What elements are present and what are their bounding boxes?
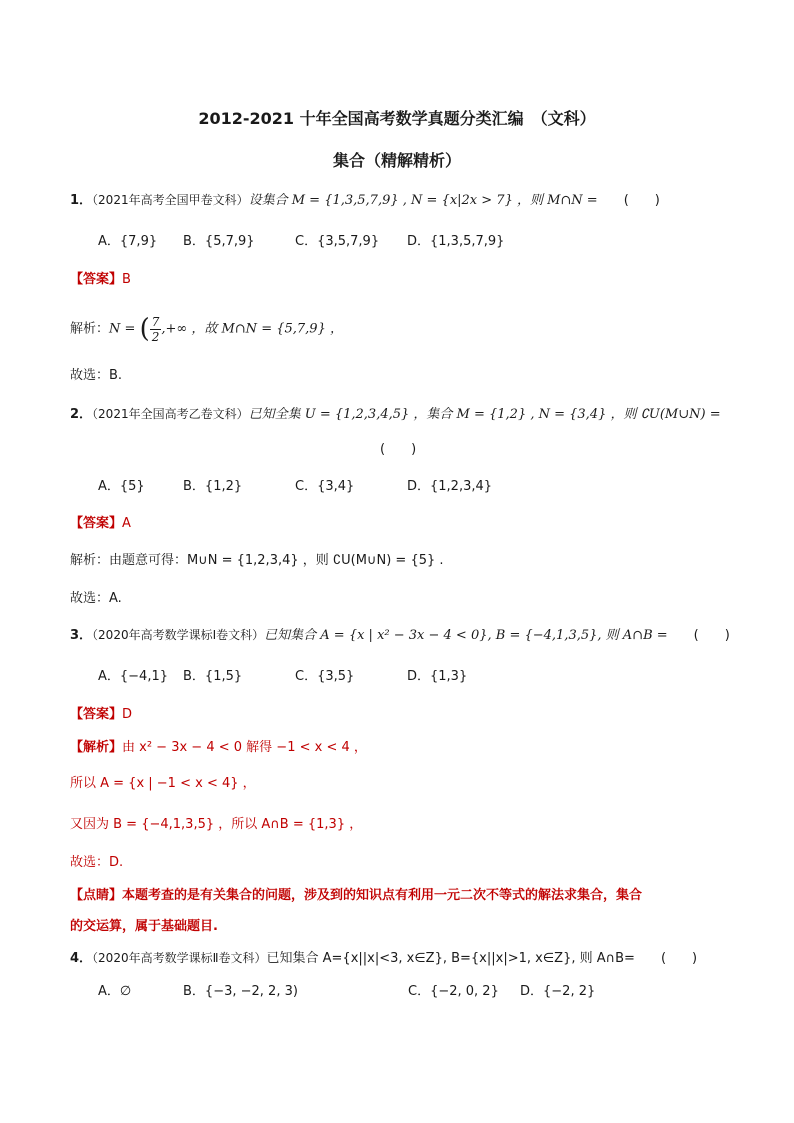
question-1-conclusion: 故选：B. xyxy=(70,368,123,383)
question-1-answer xyxy=(70,270,131,290)
option-d: D．{1,2,3,4} xyxy=(407,479,493,494)
question-3-analysis-3: 又因为 B = {−4,1,3,5} ，所以 A∩B = {1,3} ， xyxy=(70,817,363,832)
question-3-analysis-2: 所以 A = {x | −1 < x < 4} ， xyxy=(70,776,256,791)
question-2-conclusion: 故选：A. xyxy=(70,591,122,606)
fraction-denominator: 2 xyxy=(151,329,160,344)
question-2-options xyxy=(98,477,492,497)
analysis-rhs: ,+∞ ，故 M∩N = {5,7,9} ， xyxy=(161,321,343,337)
question-text: 已知集合 A = {x | x² − 3x − 4 < 0}, B = {−4,1,3,5}, 则 A∩B = xyxy=(264,628,668,643)
option-b: B．{1,5} xyxy=(183,669,243,684)
option-b: B．{5,7,9} xyxy=(183,234,255,249)
comment-label: 【点睛】 xyxy=(70,888,123,903)
option-a: A．{5} xyxy=(98,479,145,494)
option-d: D．{1,3,5,7,9} xyxy=(407,234,505,249)
question-text: 已知集合 A={x||x|<3, x∈Z}, B={x||x|>1, x∈Z}, 则 A∩B= xyxy=(266,951,635,966)
question-number: 2． xyxy=(70,407,93,422)
question-number: 1． xyxy=(70,193,93,208)
left-paren: ( xyxy=(139,314,150,344)
analysis-label: 【解析】 xyxy=(70,740,123,755)
document-subtitle: 集合（精解精析） xyxy=(332,151,461,170)
question-3-comment-1 xyxy=(70,886,642,906)
question-source: （2021年全国高考乙卷文科） xyxy=(92,407,249,421)
answer-label: 【答案】 xyxy=(70,516,123,531)
question-3-conclusion: 故选：D. xyxy=(70,855,124,870)
question-1-stem xyxy=(70,190,660,211)
question-3-comment-2: 的交运算，属于基础题目. xyxy=(70,919,218,934)
question-4-stem xyxy=(70,948,697,969)
option-a: A．∅ xyxy=(98,984,132,999)
question-text: 已知全集 U = {1,2,3,4,5} ，集合 M = {1,2} , N = {3,4} ，则 ∁U(M∪N) = xyxy=(248,407,721,422)
analysis-text: 由 x² − 3x − 4 < 0 解得 −1 < x < 4 ， xyxy=(122,740,367,755)
question-4-options xyxy=(98,982,595,1002)
question-1-options xyxy=(98,232,504,252)
option-b: B．{1,2} xyxy=(183,479,243,494)
analysis-lhs: N = xyxy=(109,321,140,337)
question-3-stem xyxy=(70,625,730,646)
question-2-analysis: 解析：由题意可得：M∪N = {1,2,3,4} ，则 ∁U(M∪N) = {5} . xyxy=(70,553,444,568)
fraction xyxy=(150,315,162,344)
question-1-analysis xyxy=(70,314,343,345)
option-a: A．{−4,1} xyxy=(98,669,169,684)
question-source: （2020年高考数学课标Ⅰ卷文科） xyxy=(92,628,265,642)
answer-blank: ( ) xyxy=(693,628,730,643)
answer-blank: ( ) xyxy=(380,442,417,457)
question-3-options xyxy=(98,667,467,687)
question-text: 设集合 M = {1,3,5,7,9} , N = {x|2x > 7} ，则 M∩N = xyxy=(248,193,598,208)
option-a: A．{7,9} xyxy=(98,234,158,249)
answer-label: 【答案】 xyxy=(70,707,123,722)
document-title: 2012-2021 十年全国高考数学真题分类汇编 （文科） xyxy=(198,109,596,128)
question-source: （2021年高考全国甲卷文科） xyxy=(92,193,249,207)
answer-value: D xyxy=(122,707,133,722)
answer-label: 【答案】 xyxy=(70,272,123,287)
answer-blank: ( ) xyxy=(623,193,660,208)
option-d: D．{1,3} xyxy=(407,669,468,684)
question-number: 3． xyxy=(70,628,93,643)
option-c: C．{3,4} xyxy=(295,479,355,494)
option-b: B．{−3, −2, 2, 3) xyxy=(183,984,298,999)
comment-text: 本题考查的是有关集合的问题，涉及到的知识点有利用一元二次不等式的解法求集合，集合 xyxy=(122,888,643,903)
answer-value: A xyxy=(122,516,131,531)
analysis-label: 解析： xyxy=(70,321,110,337)
option-c: C．{3,5} xyxy=(295,669,355,684)
fraction-numerator: 7 xyxy=(151,314,160,329)
option-c: C．{−2, 0, 2} xyxy=(408,984,499,999)
question-2-answer xyxy=(70,514,131,534)
question-2-stem xyxy=(70,404,721,425)
question-3-analysis-1 xyxy=(70,738,367,758)
question-source: （2020年高考数学课标Ⅱ卷文科） xyxy=(92,951,267,965)
option-d: D．{−2, 2} xyxy=(520,984,596,999)
option-c: C．{3,5,7,9} xyxy=(295,234,380,249)
answer-blank: ( ) xyxy=(660,951,698,966)
question-number: 4． xyxy=(70,951,93,966)
question-3-answer xyxy=(70,705,132,725)
answer-value: B xyxy=(122,272,131,287)
